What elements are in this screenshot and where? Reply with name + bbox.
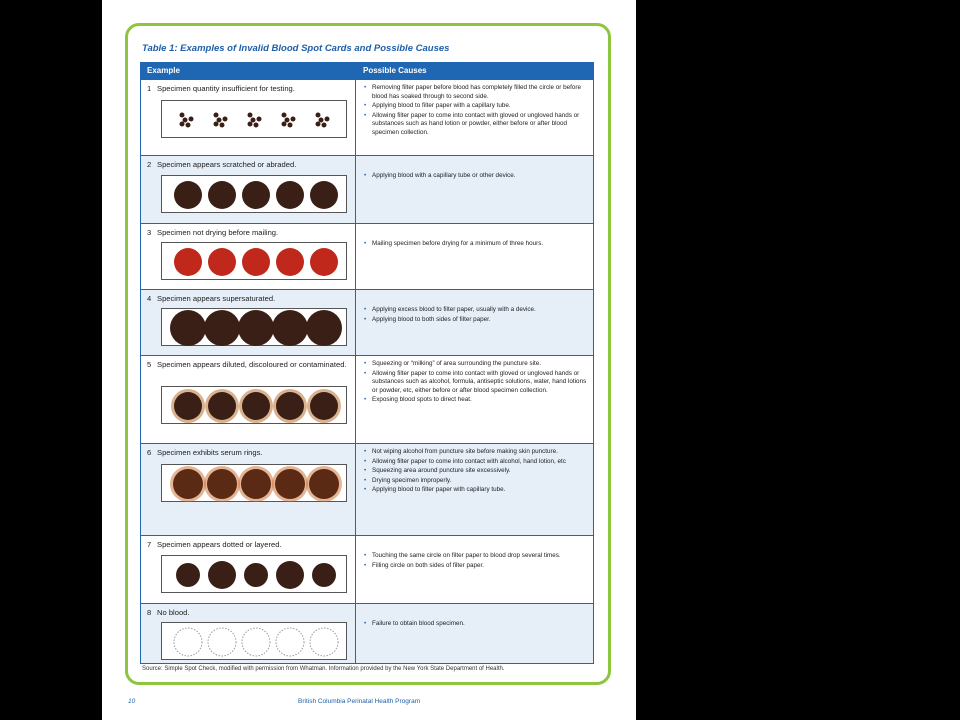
footer-text: British Columbia Perinatal Health Program: [298, 698, 421, 705]
causes-list: [363, 84, 589, 139]
example-text: 6 Specimen exhibits serum rings.: [147, 448, 263, 457]
blood-spot: [242, 392, 270, 420]
blood-spot-card: [161, 464, 347, 502]
blood-spot: [204, 310, 240, 346]
table-row: [141, 535, 593, 603]
blood-spot: [208, 561, 236, 589]
example-text: 5 Specimen appears diluted, discoloured or contaminated.: [147, 360, 347, 369]
blood-spot: [319, 118, 324, 123]
blood-spot: [173, 469, 203, 499]
blood-spot-card: [161, 100, 347, 138]
cause-item: • Allowing filter paper to come into contact with gloved or ungloved hands or substances such as hand lotion or powder, either before or after blood specimen collection.: [363, 112, 589, 138]
causes-list: [363, 360, 589, 406]
blood-spot: [217, 118, 222, 123]
blood-spot: [238, 310, 274, 346]
blood-spot: [282, 113, 287, 118]
example-text: 8 No blood.: [147, 608, 190, 617]
cause-item: • Applying blood to both sides of filter paper.: [363, 316, 589, 325]
blood-spot: [272, 310, 308, 346]
blood-spot: [174, 248, 202, 276]
blood-spot: [170, 310, 206, 346]
causes-list: [363, 448, 589, 496]
blood-spot: [208, 628, 236, 656]
blood-spot-card: [161, 622, 347, 660]
example-text: 2 Specimen appears scratched or abraded.: [147, 160, 297, 169]
source-note: Source: Simple Spot Check, modified with permission from Whatman. Information provided by the New York State Department of Health.: [142, 666, 505, 672]
cause-item: • Touching the same circle on filter paper to blood drop several times.: [363, 552, 589, 561]
blood-spot: [214, 122, 219, 127]
blood-spot: [214, 113, 219, 118]
table-row: [141, 603, 593, 663]
blood-spot: [248, 122, 253, 127]
blood-spot: [291, 117, 296, 122]
cause-item: • Removing filter paper before blood has completely filled the circle or before blood has soaked through to second side.: [363, 84, 589, 101]
blood-spot-card: [161, 242, 347, 280]
page-number: 10: [128, 698, 136, 705]
blood-spot: [176, 563, 200, 587]
causes-list: [363, 620, 589, 630]
blood-spot: [316, 113, 321, 118]
blood-spot: [180, 113, 185, 118]
blood-spot: [276, 561, 304, 589]
blood-spot: [275, 469, 305, 499]
blood-spot: [242, 628, 270, 656]
blood-spot: [208, 392, 236, 420]
example-text: 3 Specimen not drying before mailing.: [147, 228, 279, 237]
blood-spot: [244, 563, 268, 587]
causes-list: [363, 240, 589, 250]
blood-spot: [306, 310, 342, 346]
table-row: [141, 289, 593, 355]
blood-spot: [180, 122, 185, 127]
blood-spot: [241, 469, 271, 499]
blood-spot: [310, 392, 338, 420]
blood-spot-card: [161, 175, 347, 213]
blood-spot: [325, 117, 330, 122]
example-text: 1 Specimen quantity insufficient for testing.: [147, 84, 295, 93]
blood-spot: [312, 563, 336, 587]
blood-spot: [183, 118, 188, 123]
causes-list: [363, 172, 589, 182]
example-text: 7 Specimen appears dotted or layered.: [147, 540, 282, 549]
cause-item: • Applying blood to filter paper with capillary tube.: [363, 486, 589, 495]
blood-spot-card: [161, 386, 347, 424]
table-row: [141, 355, 593, 443]
example-text: 4 Specimen appears supersaturated.: [147, 294, 276, 303]
causes-list: [363, 306, 589, 325]
blood-spot: [208, 248, 236, 276]
blood-spot: [285, 118, 290, 123]
table-row: [141, 443, 593, 535]
cause-item: • Exposing blood spots to direct heat.: [363, 396, 589, 405]
blood-spot: [174, 628, 202, 656]
blood-spot: [310, 181, 338, 209]
blood-spot: [276, 248, 304, 276]
blood-spot: [316, 122, 321, 127]
cause-item: • Filling circle on both sides of filter paper.: [363, 562, 589, 571]
blood-spot: [174, 181, 202, 209]
blood-spot: [189, 117, 194, 122]
header-example: Example: [147, 66, 180, 75]
blood-spot: [174, 392, 202, 420]
table-header: [141, 63, 593, 79]
blood-spot-card: [161, 308, 347, 346]
cause-item: • Failure to obtain blood specimen.: [363, 620, 589, 629]
causes-list: [363, 552, 589, 571]
blood-spot: [276, 392, 304, 420]
cause-item: • Mailing specimen before drying for a minimum of three hours.: [363, 240, 589, 249]
blood-spot: [310, 248, 338, 276]
blood-spot-card: [161, 555, 347, 593]
blood-spot: [288, 123, 293, 128]
table-row: [141, 79, 593, 155]
document-page: [102, 0, 636, 720]
cause-item: • Drying specimen improperly.: [363, 477, 589, 486]
blood-spot: [208, 181, 236, 209]
blood-spot: [310, 628, 338, 656]
cause-item: • Not wiping alcohol from puncture site before making skin puncture.: [363, 448, 589, 457]
blood-spot: [257, 117, 262, 122]
invalid-cards-table: [140, 62, 594, 664]
table-row: [141, 155, 593, 223]
cause-item: • Applying blood with a capillary tube or other device.: [363, 172, 589, 181]
cause-item: • Squeezing area around puncture site excessively.: [363, 467, 589, 476]
blood-spot: [276, 181, 304, 209]
blood-spot: [186, 123, 191, 128]
blood-spot: [242, 248, 270, 276]
table-title: Table 1: Examples of Invalid Blood Spot Cards and Possible Causes: [142, 43, 450, 54]
blood-spot: [251, 118, 256, 123]
blood-spot: [322, 123, 327, 128]
blood-spot: [220, 123, 225, 128]
blood-spot: [248, 113, 253, 118]
blood-spot: [282, 122, 287, 127]
blood-spot: [242, 181, 270, 209]
cause-item: • Allowing filter paper to come into contact with alcohol, hand lotion, etc: [363, 458, 589, 467]
blood-spot: [223, 117, 228, 122]
cause-item: • Allowing filter paper to come into contact with gloved or ungloved hands or substances such as alcohol, formula, antiseptic solutions, water, hand lotions or powder, etc, either before or after blood specimen collection.: [363, 370, 589, 396]
blood-spot: [254, 123, 259, 128]
cause-item: • Squeezing or “milking” of area surrounding the puncture site.: [363, 360, 589, 369]
table-row: [141, 223, 593, 289]
header-causes: Possible Causes: [363, 66, 427, 75]
blood-spot: [309, 469, 339, 499]
blood-spot: [207, 469, 237, 499]
cause-item: • Applying excess blood to filter paper, usually with a device.: [363, 306, 589, 315]
blood-spot: [276, 628, 304, 656]
cause-item: • Applying blood to filter paper with a capillary tube.: [363, 102, 589, 111]
